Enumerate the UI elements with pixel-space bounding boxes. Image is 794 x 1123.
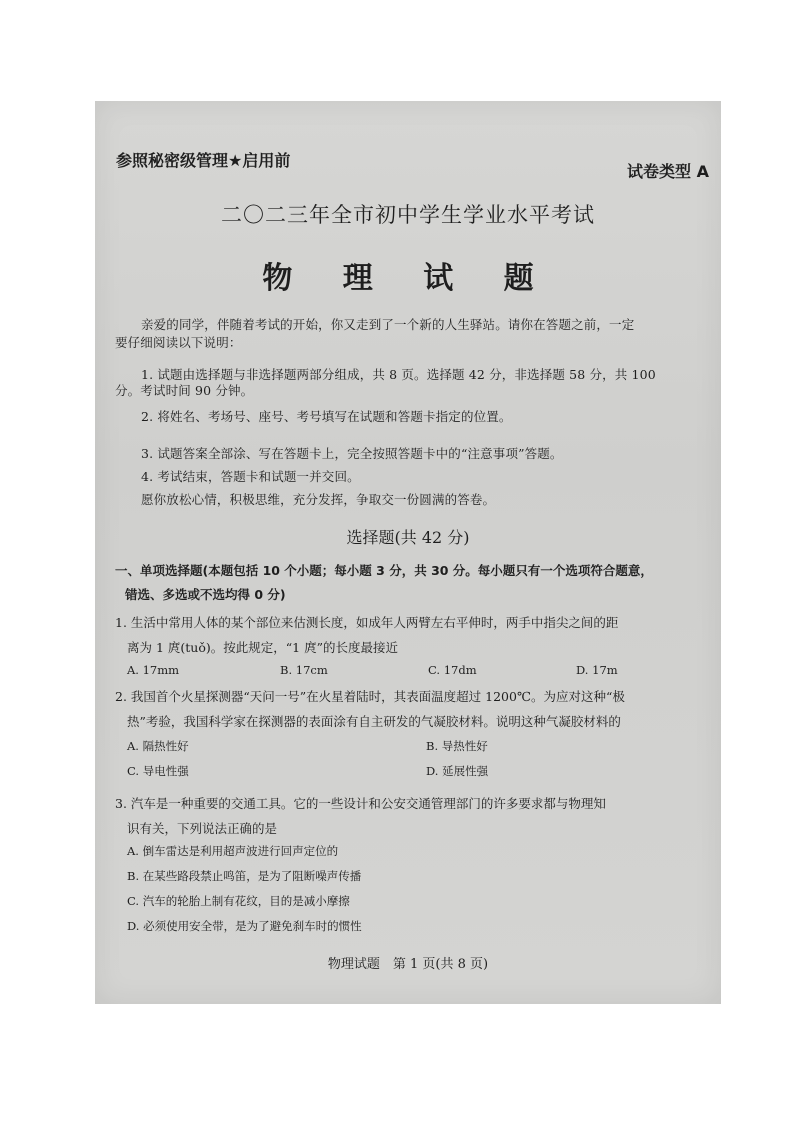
question-2-option-a: A. 隔热性好: [127, 739, 189, 753]
note-2: 2. 将姓名、考场号、座号、考号填写在试题和答题卡指定的位置。: [141, 409, 512, 424]
question-2-stem: 2. 我国首个火星探测器“天问一号”在火星着陆时，其表面温度超过 1200℃。为应对这种“极: [115, 689, 625, 704]
wish-text: 愿你放松心情，积极思维，充分发挥，争取交一份圆满的答卷。: [141, 492, 496, 507]
part-instructions-continued: 错选、多选或不选均得 0 分): [125, 587, 286, 602]
question-2-option-c: C. 导电性强: [127, 764, 189, 778]
question-2-option-b: B. 导热性好: [426, 739, 488, 753]
intro-greeting-line: 亲爱的同学，伴随着考试的开始，你又走到了一个新的人生驿站。请你在答题之前，一定: [141, 317, 635, 332]
question-2-stem-continued: 热”考验，我国科学家在探测器的表面涂有自主研发的气凝胶材料。说明这种气凝胶材料的: [127, 714, 621, 729]
note-4: 4. 考试结束，答题卡和试题一并交回。: [141, 469, 360, 484]
part-instructions: 一、单项选择题(本题包括 10 个小题；每小题 3 分，共 30 分。每小题只有一个选项符合题意，: [115, 563, 653, 578]
question-3-option-d: D. 必须使用安全带，是为了避免刹车时的惯性: [127, 919, 362, 933]
note-3: 3. 试题答案全部涂、写在答题卡上，完全按照答题卡中的“注意事项”答题。: [141, 446, 563, 461]
question-3-stem-continued: 识有关，下列说法正确的是: [127, 821, 278, 836]
question-3-option-c: C. 汽车的轮胎上制有花纹，目的是减小摩擦: [127, 894, 350, 908]
note-1: 1. 试题由选择题与非选择题两部分组成，共 8 页。选择题 42 分，非选择题 58 分，共 100: [141, 367, 656, 382]
question-3-option-a: A. 倒车雷达是利用超声波进行回声定位的: [127, 844, 339, 858]
question-1-option-c: C. 17dm: [428, 663, 477, 677]
exam-page-photo: [95, 101, 721, 1004]
question-1-stem: 1. 生活中常用人体的某个部位来估测长度，如成年人两臂左右平伸时，两手中指尖之间的距: [115, 615, 619, 630]
exam-title: 二〇二三年全市初中学生学业水平考试: [221, 203, 595, 227]
subject-title: 物 理 试 题: [262, 261, 554, 296]
question-3-stem: 3. 汽车是一种重要的交通工具。它的一些设计和公安交通管理部门的许多要求都与物理知: [115, 796, 606, 811]
secret-level-label: 参照秘密级管理★启用前: [116, 151, 291, 170]
question-1-option-a: A. 17mm: [127, 663, 180, 677]
intro-greeting-line: 要仔细阅读以下说明：: [115, 335, 242, 350]
paper-type-label: 试卷类型 A: [627, 162, 709, 181]
question-2-option-d: D. 延展性强: [426, 764, 489, 778]
question-1-option-b: B. 17cm: [280, 663, 328, 677]
page-footer: 物理试题 第 1 页(共 8 页): [327, 957, 489, 972]
question-1-option-d: D. 17m: [576, 663, 618, 677]
question-3-option-b: B. 在某些路段禁止鸣笛，是为了阻断噪声传播: [127, 869, 362, 883]
note-1-continued: 分。考试时间 90 分钟。: [115, 383, 254, 398]
question-1-stem-continued: 离为 1 庹(tuǒ)。按此规定，“1 庹”的长度最接近: [127, 640, 398, 655]
section-title: 选择题(共 42 分): [346, 528, 470, 547]
